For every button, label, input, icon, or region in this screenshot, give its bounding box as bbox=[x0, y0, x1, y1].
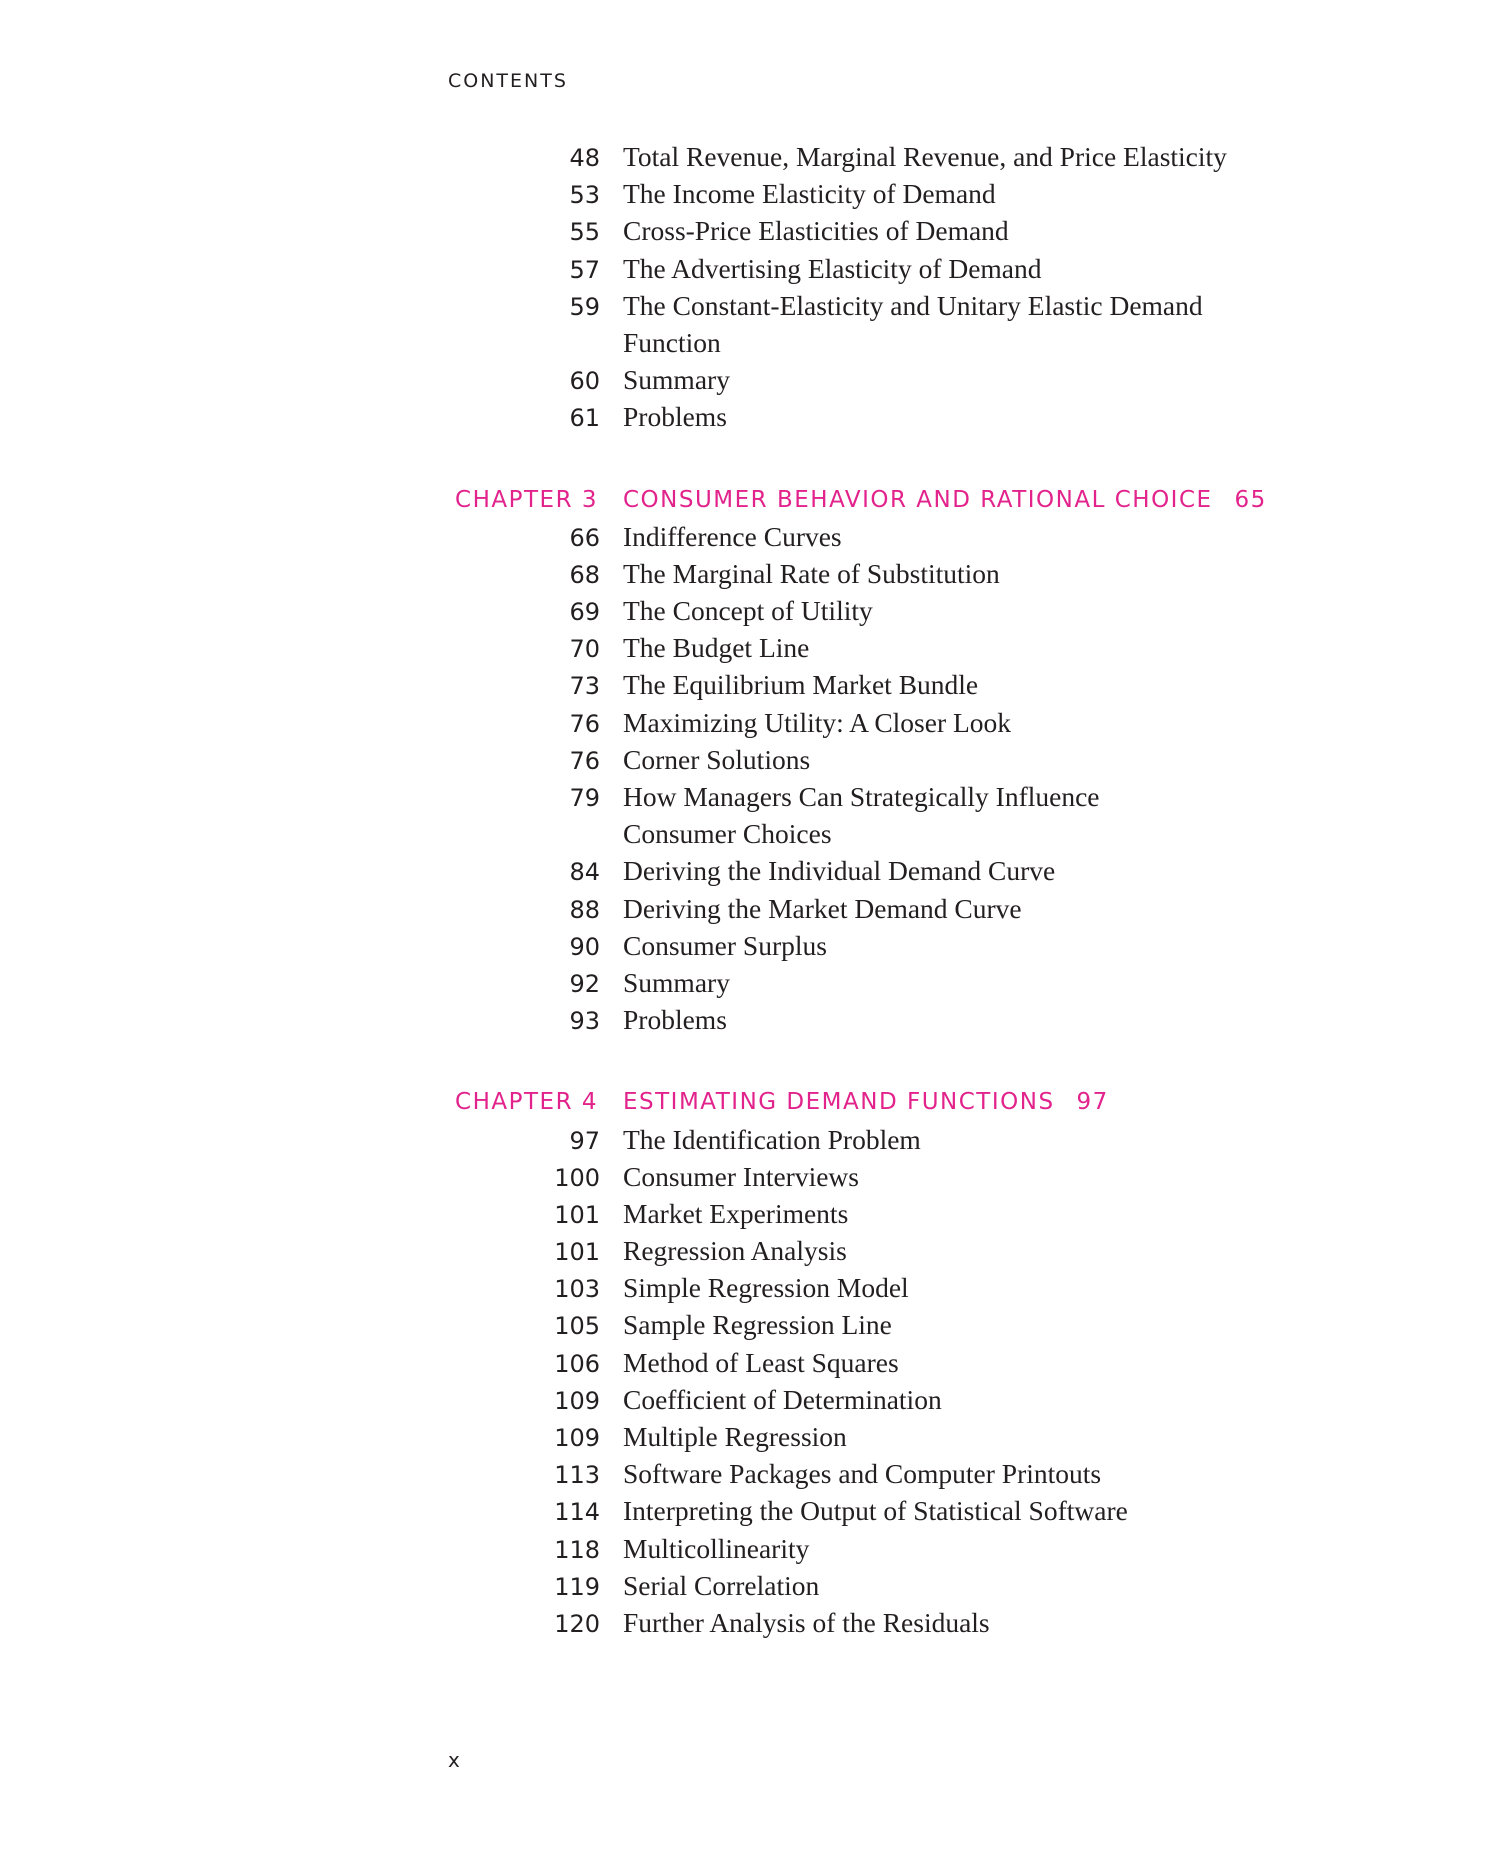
toc-entry[interactable] bbox=[0, 557, 1500, 594]
toc-entry[interactable] bbox=[0, 177, 1500, 214]
entry-title: Problems bbox=[623, 401, 727, 433]
chapter-page-number: 97 bbox=[1076, 1089, 1109, 1116]
entry-page-number: 53 bbox=[569, 181, 600, 210]
chapter-title: CONSUMER BEHAVIOR AND RATIONAL CHOICE bbox=[623, 486, 1213, 513]
entry-page-number: 105 bbox=[554, 1312, 600, 1341]
toc-entry[interactable] bbox=[0, 520, 1500, 557]
entry-title: Summary bbox=[623, 364, 730, 396]
chapter-page-number: 65 bbox=[1234, 486, 1267, 513]
chapter-3-section bbox=[0, 483, 1500, 1041]
entry-page-number: 48 bbox=[569, 144, 600, 172]
toc-entry[interactable] bbox=[0, 929, 1500, 966]
entry-page-number: 60 bbox=[569, 367, 600, 396]
running-head: CONTENTS bbox=[448, 70, 568, 92]
section-continued-entries bbox=[0, 140, 1500, 438]
entry-page-number: 103 bbox=[554, 1275, 600, 1304]
entry-title: Corner Solutions bbox=[623, 743, 811, 775]
toc-entry[interactable] bbox=[0, 1457, 1500, 1494]
chapter-title-line bbox=[623, 487, 1267, 513]
toc-entry[interactable] bbox=[0, 668, 1500, 705]
entry-title: Interpreting the Output of Statistical Software bbox=[623, 1495, 1128, 1527]
entry-page-number: 55 bbox=[569, 218, 600, 247]
entry-title: Deriving the Individual Demand Curve bbox=[623, 855, 1056, 887]
entry-page-number: 59 bbox=[569, 292, 600, 321]
toc-entry[interactable] bbox=[0, 1197, 1500, 1234]
entry-page-number: 114 bbox=[554, 1498, 600, 1527]
chapter-heading[interactable] bbox=[0, 483, 1500, 520]
entry-page-number: 106 bbox=[554, 1349, 600, 1378]
entry-page-number: 119 bbox=[554, 1572, 600, 1601]
entry-title: Consumer Surplus bbox=[623, 929, 827, 961]
entry-title: The Identification Problem bbox=[623, 1123, 921, 1155]
entry-title: How Managers Can Strategically Influence bbox=[623, 781, 1100, 812]
toc-entry[interactable] bbox=[0, 1420, 1500, 1457]
chapter-label: CHAPTER 4 bbox=[455, 1089, 598, 1116]
toc-entry[interactable] bbox=[0, 780, 1500, 817]
entry-title: Market Experiments bbox=[623, 1197, 849, 1229]
entry-page-number: 88 bbox=[569, 895, 600, 924]
entry-title: Consumer Choices bbox=[623, 818, 832, 850]
toc-entry[interactable] bbox=[0, 1234, 1500, 1271]
entry-title: Cross-Price Elasticities of Demand bbox=[623, 215, 1009, 247]
toc-entry[interactable] bbox=[0, 892, 1500, 929]
toc-entry[interactable] bbox=[0, 1494, 1500, 1531]
entry-page-number: 90 bbox=[569, 932, 600, 961]
toc-entry[interactable] bbox=[0, 1160, 1500, 1197]
entry-title: Multicollinearity bbox=[623, 1532, 810, 1564]
toc-entry[interactable] bbox=[0, 1003, 1500, 1040]
entry-page-number: 120 bbox=[554, 1609, 600, 1638]
entry-page-number: 69 bbox=[569, 598, 600, 627]
entry-page-number: 79 bbox=[569, 784, 600, 812]
toc-entry[interactable] bbox=[0, 966, 1500, 1003]
entry-title: The Marginal Rate of Substitution bbox=[623, 557, 1000, 589]
table-of-contents bbox=[0, 140, 1500, 1643]
toc-entry[interactable] bbox=[0, 1271, 1500, 1308]
toc-entry[interactable] bbox=[0, 706, 1500, 743]
entry-page-number: 101 bbox=[554, 1238, 600, 1267]
entry-page-number: 84 bbox=[569, 858, 600, 887]
entry-title: Function bbox=[623, 326, 721, 358]
toc-entry[interactable] bbox=[0, 631, 1500, 668]
entry-title: Summary bbox=[623, 966, 730, 998]
entry-page-number: 109 bbox=[554, 1386, 600, 1415]
entry-title: Sample Regression Line bbox=[623, 1309, 892, 1341]
entry-page-number: 113 bbox=[554, 1461, 600, 1490]
toc-entry[interactable] bbox=[0, 400, 1500, 437]
entry-title: The Budget Line bbox=[623, 632, 810, 664]
toc-entry[interactable] bbox=[0, 252, 1500, 289]
entry-title: The Concept of Utility bbox=[623, 595, 873, 627]
entry-page-number: 76 bbox=[569, 746, 600, 775]
entry-page-number: 66 bbox=[569, 523, 600, 552]
entry-title: Maximizing Utility: A Closer Look bbox=[623, 706, 1012, 738]
entry-page-number: 76 bbox=[569, 709, 600, 738]
entry-title: Further Analysis of the Residuals bbox=[623, 1606, 990, 1638]
toc-entry-continuation[interactable] bbox=[0, 326, 1500, 363]
entry-title: Total Revenue, Marginal Revenue, and Price Elasticity bbox=[623, 141, 1227, 172]
spacer bbox=[0, 1040, 1500, 1085]
chapter-title: ESTIMATING DEMAND FUNCTIONS bbox=[623, 1089, 1055, 1116]
entry-title: Software Packages and Computer Printouts bbox=[623, 1458, 1102, 1490]
chapter-title-line bbox=[623, 1089, 1109, 1115]
entry-title: Deriving the Market Demand Curve bbox=[623, 892, 1022, 924]
entry-page-number: 92 bbox=[569, 969, 600, 998]
entry-title: Indifference Curves bbox=[623, 520, 842, 552]
entry-title: Multiple Regression bbox=[623, 1421, 847, 1452]
toc-entry[interactable] bbox=[0, 214, 1500, 251]
entry-title: Serial Correlation bbox=[623, 1569, 820, 1601]
toc-entry[interactable] bbox=[0, 1532, 1500, 1569]
toc-entry[interactable] bbox=[0, 1569, 1500, 1606]
entry-page-number: 100 bbox=[554, 1163, 600, 1192]
page-folio: x bbox=[448, 1748, 460, 1772]
entry-page-number: 97 bbox=[569, 1126, 600, 1155]
toc-entry[interactable] bbox=[0, 854, 1500, 891]
toc-entry[interactable] bbox=[0, 140, 1500, 177]
toc-entry[interactable] bbox=[0, 1383, 1500, 1420]
entry-title: Problems bbox=[623, 1004, 727, 1036]
spacer bbox=[0, 438, 1500, 483]
toc-entry[interactable] bbox=[0, 1123, 1500, 1160]
entry-page-number: 70 bbox=[569, 635, 600, 664]
toc-entry[interactable] bbox=[0, 289, 1500, 326]
entry-title: The Constant-Elasticity and Unitary Elastic Demand bbox=[623, 289, 1203, 321]
entry-page-number: 57 bbox=[569, 255, 600, 284]
entry-page-number: 101 bbox=[554, 1200, 600, 1229]
entry-page-number: 61 bbox=[569, 404, 600, 433]
chapter-heading[interactable] bbox=[0, 1085, 1500, 1122]
toc-entry[interactable] bbox=[0, 1606, 1500, 1643]
entry-title: The Equilibrium Market Bundle bbox=[623, 669, 979, 701]
toc-entry[interactable] bbox=[0, 363, 1500, 400]
entry-page-number: 73 bbox=[569, 672, 600, 701]
entry-page-number: 118 bbox=[554, 1535, 600, 1564]
entry-title: Regression Analysis bbox=[623, 1235, 847, 1267]
entry-title: Method of Least Squares bbox=[623, 1346, 899, 1378]
entry-title: Simple Regression Model bbox=[623, 1272, 909, 1304]
toc-entry[interactable] bbox=[0, 743, 1500, 780]
toc-entry[interactable] bbox=[0, 1346, 1500, 1383]
entry-title: Consumer Interviews bbox=[623, 1160, 859, 1192]
entry-title: The Income Elasticity of Demand bbox=[623, 178, 996, 210]
chapter-label: CHAPTER 3 bbox=[455, 486, 598, 513]
entry-title: The Advertising Elasticity of Demand bbox=[623, 252, 1042, 284]
entry-page-number: 93 bbox=[569, 1007, 600, 1036]
chapter-4-section bbox=[0, 1085, 1500, 1643]
entry-title: Coefficient of Determination bbox=[623, 1383, 942, 1415]
toc-entry[interactable] bbox=[0, 594, 1500, 631]
toc-entry[interactable] bbox=[0, 1308, 1500, 1345]
toc-entry-continuation[interactable] bbox=[0, 817, 1500, 854]
entry-page-number: 68 bbox=[569, 560, 600, 589]
entry-page-number: 109 bbox=[554, 1424, 600, 1452]
